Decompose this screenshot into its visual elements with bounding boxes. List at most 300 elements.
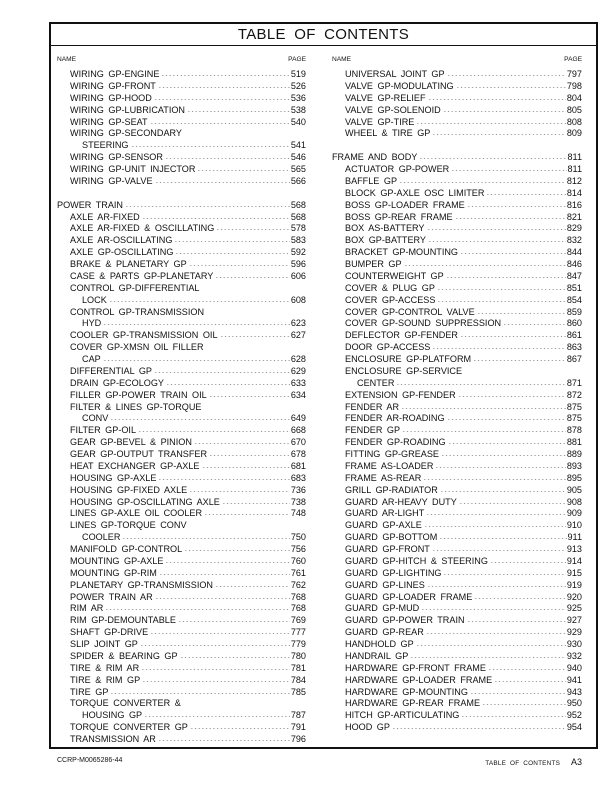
entry-name: LINES GP-AXLE OIL COOLER [70, 508, 203, 519]
toc-entry[interactable] [332, 473, 582, 485]
entry-name: ENCLOSURE GP-SERVICE [345, 365, 463, 376]
entry-page: 649 [290, 413, 306, 424]
document-id: CCRP-M0065286-44 [57, 757, 123, 764]
toc-entry[interactable] [57, 93, 306, 105]
dot-leader [474, 598, 566, 599]
toc-entry[interactable] [57, 734, 306, 746]
toc-entry-line[interactable] [57, 128, 306, 140]
name-column-label: NAME [57, 56, 77, 63]
toc-entry[interactable] [57, 568, 306, 580]
toc-entry[interactable] [57, 473, 306, 485]
entry-page: 811 [567, 152, 582, 163]
dot-leader [437, 301, 565, 302]
entry-page: 623 [290, 318, 306, 329]
entry-name: FENDER AR-ROADING [345, 413, 445, 424]
entry-page: 797 [566, 69, 582, 79]
toc-entry[interactable] [57, 390, 306, 402]
entry-page: 814 [566, 187, 582, 198]
toc-entry[interactable] [57, 675, 306, 687]
entry-name: WIRING GP-VALVE [70, 175, 153, 186]
toc-entry[interactable] [332, 330, 582, 342]
toc-entry[interactable] [57, 722, 306, 734]
entry-page: 634 [290, 389, 306, 400]
dot-leader [446, 277, 566, 278]
entry-name: GEAR GP-OUTPUT TRANSFER [70, 449, 208, 459]
toc-entry[interactable] [57, 651, 306, 663]
toc-entry[interactable] [57, 81, 306, 93]
dot-leader [166, 384, 290, 385]
entry-name: DRAIN GP-ECOLOGY [70, 377, 164, 388]
toc-section[interactable] [57, 200, 306, 212]
toc-entry[interactable] [57, 366, 306, 378]
entry-page: 905 [566, 484, 582, 495]
entry-page: 748 [290, 508, 306, 519]
entry-name: FENDER GP [345, 425, 401, 436]
entry-page: 954 [566, 722, 582, 733]
toc-entry[interactable] [332, 69, 582, 81]
toc-entry[interactable] [57, 544, 306, 556]
entry-name: TORQUE CONVERTER GP [70, 722, 188, 733]
dot-leader [470, 693, 566, 694]
entry-name: ACTUATOR GP-POWER [345, 164, 450, 174]
entry-page: 941 [566, 674, 582, 685]
toc-entry[interactable] [332, 425, 582, 437]
toc-section[interactable] [332, 152, 582, 164]
toc-entry[interactable] [332, 105, 582, 117]
entry-name: ENCLOSURE GP-PLATFORM [345, 354, 472, 364]
entry-name: VALVE GP-SOLENOID [345, 104, 441, 115]
entry-page: 670 [290, 437, 306, 448]
entry-name: EXTENSION GP-FENDER [345, 389, 456, 400]
entry-name: SLIP JOINT GP [70, 639, 138, 649]
toc-entry[interactable] [332, 532, 582, 544]
dot-leader [189, 491, 290, 492]
dot-leader [103, 360, 290, 361]
entry-page: 785 [290, 686, 306, 697]
toc-entry[interactable] [57, 461, 306, 473]
entry-page: 913 [566, 544, 582, 554]
toc-entry[interactable] [332, 235, 582, 247]
toc-entry[interactable] [332, 117, 582, 129]
entry-page: 881 [566, 437, 582, 448]
entry-page: 568 [290, 199, 306, 210]
dot-leader [447, 75, 566, 76]
toc-entry[interactable] [57, 354, 306, 366]
dot-leader [441, 455, 566, 456]
toc-entry[interactable] [332, 449, 582, 461]
entry-name: BRACKET GP-MOUNTING [345, 247, 458, 258]
toc-entry-line[interactable] [57, 342, 306, 354]
entry-name: TIRE & RIM AR [70, 662, 140, 673]
dot-leader [110, 419, 290, 420]
entry-name: GUARD GP-BOTTOM [345, 532, 438, 543]
entry-page: 777 [290, 627, 306, 638]
toc-entry[interactable] [57, 556, 306, 568]
toc-entry[interactable] [332, 223, 582, 235]
entry-name: GUARD GP-POWER TRAIN [345, 615, 465, 626]
toc-entry[interactable] [57, 330, 306, 342]
toc-entry-line[interactable] [57, 698, 306, 710]
page-column-label: PAGE [288, 56, 306, 63]
toc-entry[interactable] [57, 413, 306, 425]
dot-leader [141, 669, 290, 670]
dot-leader [161, 75, 289, 76]
entry-name: COVER GP-ACCESS [345, 294, 436, 305]
toc-entry[interactable] [332, 615, 582, 627]
entry-name: HARDWARE GP-REAR FRAME [345, 698, 481, 709]
toc-entry-line[interactable] [332, 366, 582, 378]
entry-name-continued: HOUSING GP [82, 710, 143, 721]
dot-leader [396, 384, 565, 385]
left-column [57, 55, 306, 746]
entry-page: 893 [566, 460, 582, 471]
dot-leader [467, 206, 566, 207]
dot-leader [435, 467, 565, 468]
dot-leader [404, 265, 566, 266]
dot-leader [159, 574, 290, 575]
toc-entry[interactable] [332, 710, 582, 722]
dot-leader [426, 633, 566, 634]
entry-name-continued: HYD [82, 318, 102, 329]
entry-page: 668 [290, 425, 306, 436]
entry-page: 678 [290, 449, 306, 459]
toc-entry[interactable] [332, 639, 582, 651]
dot-leader [458, 396, 566, 397]
toc-entry[interactable] [57, 603, 306, 615]
entry-name: MANIFOLD GP-CONTROL [70, 544, 183, 554]
toc-entry[interactable] [57, 212, 306, 224]
toc-entry[interactable] [332, 592, 582, 604]
dot-leader [154, 372, 290, 373]
toc-entry[interactable] [332, 437, 582, 449]
toc-entry[interactable] [332, 520, 582, 532]
dot-leader [202, 467, 290, 468]
toc-entry[interactable] [57, 710, 306, 722]
entry-name: GUARD GP-LIGHTING [345, 567, 442, 578]
entry-name: COOLER GP-TRANSMISSION OIL [70, 330, 218, 341]
toc-entry[interactable] [57, 223, 306, 235]
entry-page: 805 [566, 104, 582, 115]
toc-entry[interactable] [332, 544, 582, 556]
toc-entry[interactable] [332, 497, 582, 509]
entry-page: 915 [566, 567, 582, 578]
entry-page: 629 [290, 365, 306, 376]
entry-page: 914 [566, 555, 582, 566]
entry-name: VALVE GP-MODULATING [345, 80, 454, 91]
entry-page: 565 [290, 164, 306, 174]
entry-page: 761 [290, 567, 306, 578]
toc-entry[interactable] [332, 603, 582, 615]
dot-leader [144, 716, 290, 717]
dot-leader [180, 657, 290, 658]
dot-leader [432, 550, 566, 551]
entry-page: 829 [566, 223, 582, 234]
toc-entry[interactable] [332, 176, 582, 188]
entry-page: 681 [290, 460, 306, 471]
entry-name: COVER GP-SOUND SUPPRESSION [345, 318, 502, 329]
toc-entry[interactable] [332, 651, 582, 663]
entry-name: FRAME AS-LOADER [345, 460, 434, 471]
dot-leader [105, 609, 289, 610]
entry-page: 832 [566, 235, 582, 246]
entry-name: FILLER GP-POWER TRAIN OIL [70, 389, 207, 400]
spacer [57, 188, 306, 200]
toc-entry[interactable] [332, 342, 582, 354]
entry-name: GEAR GP-BEVEL & PINION [70, 437, 192, 448]
dot-leader [138, 431, 290, 432]
entry-page: 811 [567, 164, 582, 174]
entry-name-continued: CENTER [357, 377, 395, 388]
dot-leader [158, 87, 290, 88]
dot-leader [165, 158, 290, 159]
toc-entry[interactable] [332, 627, 582, 639]
toc-entry[interactable] [57, 259, 306, 271]
toc-entry[interactable] [332, 128, 582, 140]
entry-name: HARDWARE GP-MOUNTING [345, 686, 468, 697]
toc-entry[interactable] [332, 568, 582, 580]
entry-name: UNIVERSAL JOINT GP [345, 69, 445, 79]
dot-leader [158, 479, 289, 480]
entry-name: GRILL GP-RADIATOR [345, 484, 438, 495]
entry-page: 844 [566, 247, 582, 258]
entry-page: 762 [290, 579, 306, 590]
toc-entry[interactable] [332, 318, 582, 330]
toc-entry[interactable] [332, 271, 582, 283]
toc-entry[interactable] [57, 235, 306, 247]
toc-entry[interactable] [332, 663, 582, 675]
entry-page: 583 [290, 235, 306, 246]
entry-name: WIRING GP-UNIT INJECTOR [70, 164, 196, 174]
entry-page: 784 [290, 674, 306, 685]
toc-entry[interactable] [57, 117, 306, 129]
toc-entries [332, 69, 582, 734]
entry-name: HANDRAIL GP [345, 650, 409, 661]
toc-entry[interactable] [332, 295, 582, 307]
dot-leader [174, 241, 289, 242]
entry-page: 540 [290, 116, 306, 127]
entry-name: BUMPER GP [345, 259, 402, 269]
toc-entry[interactable] [57, 105, 306, 117]
dot-leader [142, 681, 290, 682]
entry-name: HOUSING GP-OSCILLATING AXLE [70, 496, 220, 507]
right-column [332, 55, 582, 734]
toc-entry[interactable] [57, 271, 306, 283]
toc-entry[interactable] [332, 461, 582, 473]
dot-leader [140, 645, 290, 646]
entry-page: 633 [290, 377, 306, 388]
toc-entry[interactable] [57, 318, 306, 330]
toc-entry[interactable] [57, 449, 306, 461]
dot-leader [216, 229, 290, 230]
dot-leader [194, 443, 290, 444]
entry-name: TIRE & RIM GP [70, 674, 141, 685]
entry-name: DOOR GP-ACCESS [345, 342, 431, 353]
dot-leader [155, 182, 290, 183]
toc-entry[interactable] [57, 437, 306, 449]
entry-page: 909 [566, 508, 582, 519]
toc-entry[interactable] [332, 247, 582, 259]
entry-name: FILTER & LINES GP-TORQUE [70, 401, 202, 412]
entry-name-continued: COOLER [82, 532, 121, 543]
toc-entry[interactable] [332, 485, 582, 497]
toc-entry[interactable] [57, 497, 306, 509]
entry-name: PLANETARY GP-TRANSMISSION [70, 579, 213, 590]
dot-leader [125, 206, 290, 207]
entry-name: HOUSING GP-FIXED AXLE [70, 484, 188, 495]
toc-entry[interactable] [57, 485, 306, 497]
toc-entry[interactable] [332, 556, 582, 568]
entry-name: MOUNTING GP-RIM [70, 567, 157, 578]
dot-leader [421, 609, 566, 610]
toc-entry[interactable] [332, 188, 582, 200]
toc-entry[interactable] [332, 212, 582, 224]
entry-page: 781 [290, 662, 306, 673]
toc-entry[interactable] [57, 140, 306, 152]
toc-entry-line[interactable] [57, 520, 306, 532]
toc-entry[interactable] [332, 200, 582, 212]
toc-entry[interactable] [57, 592, 306, 604]
toc-entry[interactable] [57, 639, 306, 651]
dot-leader [503, 324, 566, 325]
entry-page: 863 [566, 342, 582, 353]
toc-entry[interactable] [332, 722, 582, 734]
toc-entry[interactable] [332, 307, 582, 319]
toc-entry[interactable] [57, 295, 306, 307]
toc-entry[interactable] [57, 687, 306, 699]
toc-entry[interactable] [57, 164, 306, 176]
dot-leader [426, 514, 566, 515]
toc-entry-line[interactable] [57, 283, 306, 295]
toc-entry[interactable] [332, 164, 582, 176]
entry-page: 608 [290, 294, 306, 305]
page-title: TABLE OF CONTENTS [51, 24, 596, 46]
entry-name: AXLE AR-OSCILLATING [70, 235, 173, 246]
entry-page: 546 [290, 152, 306, 163]
entry-page: 846 [566, 259, 582, 269]
toc-entry[interactable] [332, 687, 582, 699]
entry-page: 952 [566, 710, 582, 721]
entry-name: WIRING GP-ENGINE [70, 69, 160, 79]
entry-name: WIRING GP-SENSOR [70, 152, 163, 163]
toc-entry[interactable] [57, 663, 306, 675]
toc-entry[interactable] [332, 698, 582, 710]
entry-name: LINES GP-TORQUE CONV [70, 520, 187, 531]
column-header [57, 55, 306, 69]
toc-entry[interactable] [57, 615, 306, 627]
entry-page: 889 [566, 449, 582, 459]
entry-name: SHAFT GP-DRIVE [70, 627, 149, 638]
toc-entry[interactable] [332, 378, 582, 390]
entry-name: TRANSMISSION AR [70, 734, 156, 744]
entry-name: BOX AS-BATTERY [345, 223, 425, 234]
toc-entry-line[interactable] [57, 402, 306, 414]
toc-entry[interactable] [332, 81, 582, 93]
toc-entry[interactable] [332, 675, 582, 687]
entry-name: BLOCK GP-AXLE OSC LIMITER [345, 187, 485, 198]
entry-page: 769 [290, 615, 306, 626]
entry-name: SPIDER & BEARING GP [70, 650, 178, 661]
entry-page: 861 [566, 330, 582, 341]
entry-name: FITTING GP-GREASE [345, 449, 439, 459]
toc-entry[interactable] [57, 69, 306, 81]
entry-page: 628 [290, 354, 306, 364]
entry-name: GUARD AR-LIGHT [345, 508, 425, 519]
entry-name: GUARD GP-AXLE [345, 520, 422, 531]
dot-leader [460, 253, 566, 254]
entry-page: 804 [566, 92, 582, 103]
entry-page: 927 [566, 615, 582, 626]
toc-entry[interactable] [57, 532, 306, 544]
entry-name: FILTER GP-OIL [70, 425, 137, 436]
toc-entry[interactable] [332, 580, 582, 592]
entry-name: HARDWARE GP-FRONT FRAME [345, 662, 486, 673]
entry-name: WHEEL & TIRE GP [345, 128, 431, 139]
toc-entry[interactable] [332, 283, 582, 295]
toc-entry[interactable] [332, 402, 582, 414]
toc-entry[interactable] [57, 580, 306, 592]
dot-leader [432, 134, 565, 135]
entry-page: 908 [566, 496, 582, 507]
dot-leader [154, 99, 290, 100]
toc-entry[interactable] [57, 508, 306, 520]
toc-entry[interactable] [57, 378, 306, 390]
entry-page: 812 [566, 175, 582, 186]
entry-name: WIRING GP-SECONDARY [70, 128, 182, 139]
toc-entry-line[interactable] [57, 307, 306, 319]
entry-name: WIRING GP-LUBRICATION [70, 104, 186, 115]
dot-leader [440, 491, 566, 492]
toc-entry[interactable] [57, 247, 306, 259]
toc-entry[interactable] [332, 354, 582, 366]
dot-leader [448, 443, 566, 444]
dot-leader [222, 503, 290, 504]
toc-entry[interactable] [57, 627, 306, 639]
dot-leader [150, 633, 290, 634]
entry-page: 930 [566, 639, 582, 649]
entry-name: HEAT EXCHANGER GP-AXLE [70, 460, 200, 471]
dot-leader [490, 562, 566, 563]
toc-entry[interactable] [332, 508, 582, 520]
entry-name: FENDER GP-ROADING [345, 437, 446, 448]
entry-page: 606 [290, 270, 306, 281]
entry-page: 768 [290, 603, 306, 614]
entry-name: GUARD GP-LOADER FRAME [345, 591, 473, 602]
dot-leader [455, 218, 566, 219]
toc-entry[interactable] [57, 152, 306, 164]
entry-name: FENDER AR [345, 401, 400, 412]
entry-name: COVER GP-CONTROL VALVE [345, 306, 475, 317]
entry-page: 854 [566, 294, 582, 305]
dot-leader [488, 669, 566, 670]
toc-entry[interactable] [332, 259, 582, 271]
toc-entry[interactable] [57, 425, 306, 437]
dot-leader [165, 562, 289, 563]
entry-name-continued: CAP [82, 354, 101, 364]
entry-page: 578 [290, 223, 306, 234]
toc-entries [57, 69, 306, 746]
entry-page: 910 [566, 520, 582, 531]
name-column-label: NAME [332, 56, 352, 63]
toc-entry[interactable] [57, 176, 306, 188]
entry-name: FRAME AND BODY [332, 152, 418, 163]
toc-entry[interactable] [332, 93, 582, 105]
entry-page: 932 [566, 650, 582, 661]
dot-leader [461, 716, 565, 717]
toc-entry[interactable] [332, 390, 582, 402]
toc-entry[interactable] [332, 413, 582, 425]
entry-page: 911 [567, 532, 582, 543]
entry-page: 796 [290, 734, 306, 744]
